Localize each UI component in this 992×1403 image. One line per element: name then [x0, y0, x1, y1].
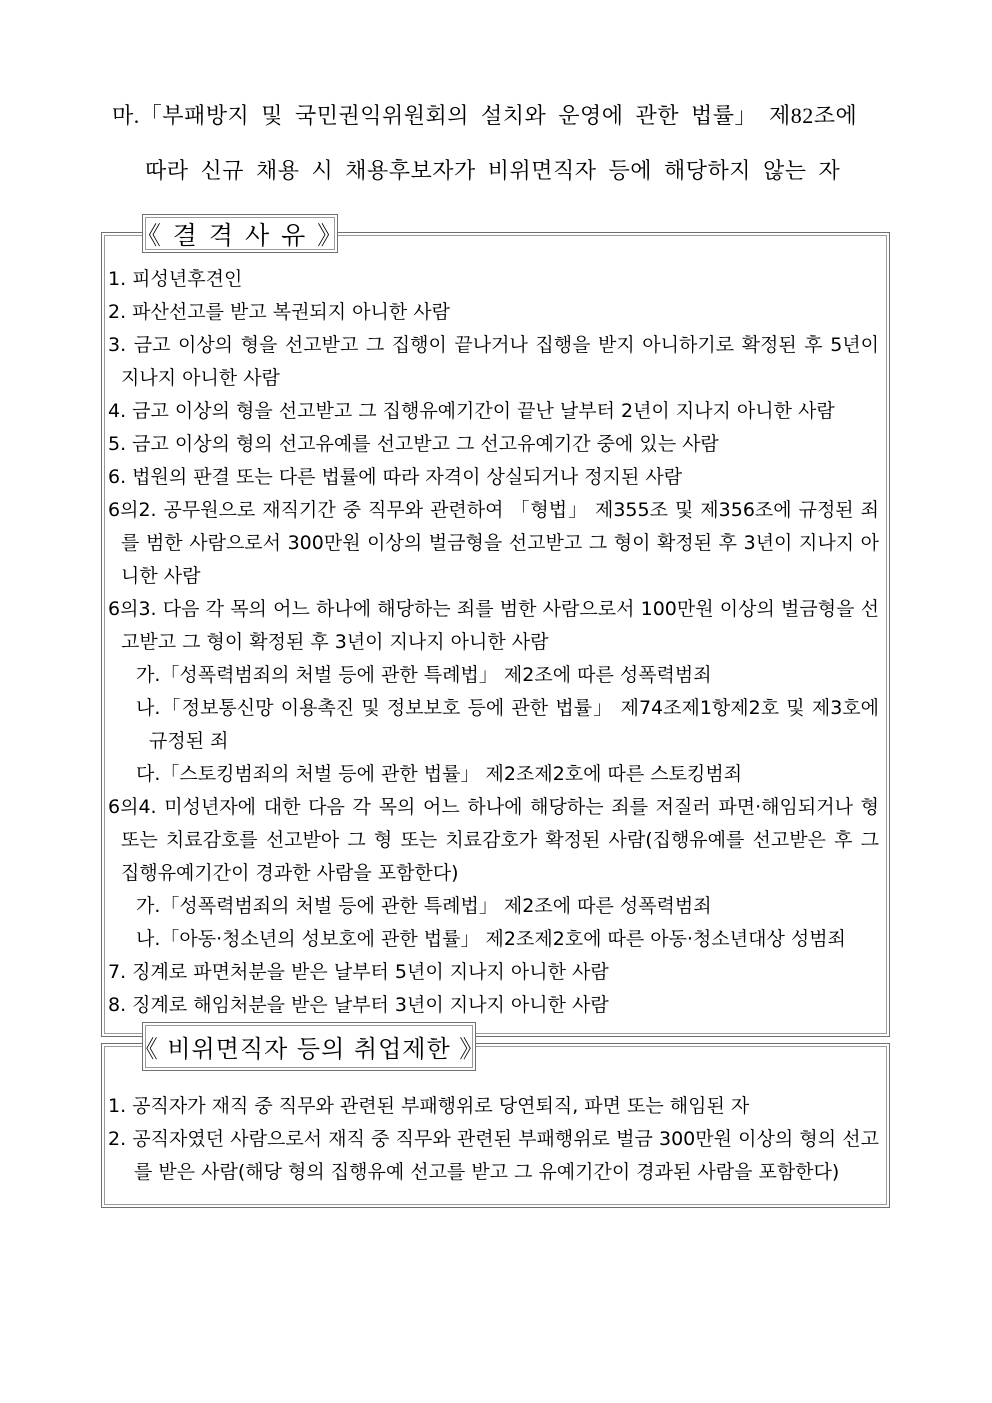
heading-line-2: 따라 신규 채용 시 채용후보자가 비위면직자 등에 해당하지 않는 자: [145, 158, 841, 183]
list-item: 가.「성폭력범죄의 처벌 등에 관한 특례법」 제2조에 따른 성폭력범죄: [136, 895, 712, 917]
list-item: 2. 공직자였던 사람으로서 재직 중 직무와 관련된 부패행위로 벌금 300만원 이상의 형의 선고를 받은 사람(해당 형의 집행유예 선고를 받고 그 유예기간이 경과된 사람을 포함한다): [108, 1128, 879, 1183]
section-title-disqualification-reasons: 《 결 격 사 유 》: [142, 214, 338, 253]
list-item: 6의2. 공무원으로 재직기간 중 직무와 관련하여 「형법」 제355조 및 제356조에 규정된 죄를 범한 사람으로서 300만원 이상의 벌금형을 선고받고 그 형이 확정된 후 3년이 지나지 아니한 사람: [108, 499, 879, 587]
section-body-disqualification-reasons: [102, 233, 889, 1036]
list-item: 6의4. 미성년자에 대한 다음 각 목의 어느 하나에 해당하는 죄를 저질러 파면·해임되거나 형 또는 치료감호를 선고받아 그 형 또는 치료감호가 확정된 사람(집행유예를 선고받은 후 그 집행유예기간이 경과한 사람을 포함한다): [108, 796, 879, 884]
list-item: 6. 법원의 판결 또는 다른 법률에 따라 자격이 상실되거나 정지된 사람: [108, 466, 683, 488]
list-item: 1. 피성년후견인: [108, 268, 243, 290]
list-item: 가.「성폭력범죄의 처벌 등에 관한 특례법」 제2조에 따른 성폭력범죄: [136, 664, 712, 686]
heading-line-1: 마.「부패방지 및 국민권익위원회의 설치와 운영에 관한 법률」 제82조에: [112, 103, 858, 128]
list-item: 4. 금고 이상의 형을 선고받고 그 집행유예기간이 끝난 날부터 2년이 지나지 아니한 사람: [108, 400, 835, 422]
list-item: 3. 금고 이상의 형을 선고받고 그 집행이 끝나거나 집행을 받지 아니하기로 확정된 후 5년이 지나지 아니한 사람: [108, 334, 879, 389]
list-item: 1. 공직자가 재직 중 직무와 관련된 부패행위로 당연퇴직, 파면 또는 해임된 자: [108, 1095, 750, 1117]
section-employment-restriction: [101, 1035, 890, 1208]
list-item: 나.「아동·청소년의 성보호에 관한 법률」 제2조제2호에 따른 아동·청소년대상 성범죄: [136, 928, 846, 950]
list-item: 8. 징계로 해임처분을 받은 날부터 3년이 지나지 아니한 사람: [108, 994, 609, 1016]
section-disqualification-reasons: [101, 220, 890, 1037]
list-item: 5. 금고 이상의 형의 선고유예를 선고받고 그 선고유예기간 중에 있는 사람: [108, 433, 719, 455]
document-heading: [112, 102, 890, 185]
list-item: 나.「정보통신망 이용촉진 및 정보보호 등에 관한 법률」 제74조제1항제2호 및 제3호에 규정된 죄: [136, 697, 879, 752]
section-title-employment-restriction: 《 비위면직자 등의 취업제한 》: [142, 1022, 476, 1071]
list-item: 7. 징계로 파면처분을 받은 날부터 5년이 지나지 아니한 사람: [108, 961, 609, 983]
list-item: 2. 파산선고를 받고 복권되지 아니한 사람: [108, 301, 450, 323]
list-item: 다.「스토킹범죄의 처벌 등에 관한 법률」 제2조제2호에 따른 스토킹범죄: [136, 763, 743, 785]
list-item: 6의3. 다음 각 목의 어느 하나에 해당하는 죄를 범한 사람으로서 100만원 이상의 벌금형을 선고받고 그 형이 확정된 후 3년이 지나지 아니한 사람: [108, 598, 879, 653]
